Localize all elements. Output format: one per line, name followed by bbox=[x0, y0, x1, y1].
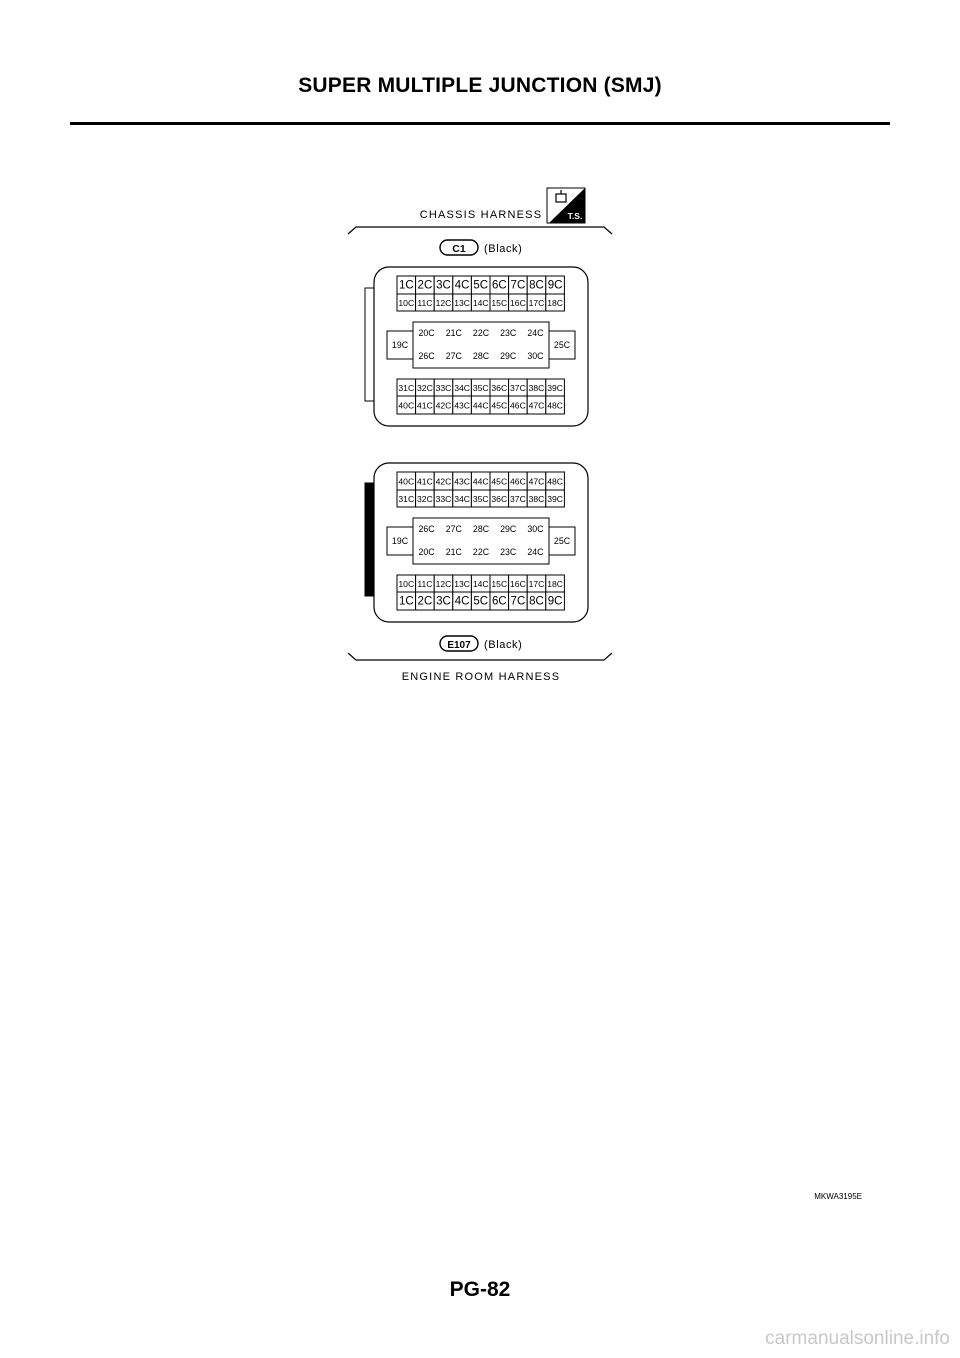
terminal-label: 13C bbox=[454, 579, 470, 589]
terminal-label: 48C bbox=[547, 400, 563, 411]
terminal-label: 19C bbox=[391, 536, 409, 546]
terminal-label: 32C bbox=[417, 383, 433, 393]
terminal-label: 12C bbox=[435, 298, 452, 308]
terminal-label: 14C bbox=[472, 298, 489, 308]
chassis-harness-label: CHASSIS HARNESS bbox=[419, 209, 543, 221]
terminal-label: 20C bbox=[418, 547, 435, 557]
terminal-label: 36C bbox=[491, 383, 508, 393]
terminal-label: 45C bbox=[491, 400, 508, 411]
ts-icon bbox=[547, 188, 585, 223]
terminal-label: 22C bbox=[472, 547, 490, 557]
c1-connector bbox=[365, 267, 588, 426]
terminal-label: 38C bbox=[528, 383, 545, 393]
terminal-label: 39C bbox=[547, 383, 563, 393]
terminal-label: 8C bbox=[529, 595, 544, 608]
terminal-label: 47C bbox=[528, 400, 545, 411]
terminal-label: 21C bbox=[445, 547, 462, 557]
terminal-label: 6C bbox=[491, 595, 507, 608]
terminal-label: 32C bbox=[417, 494, 433, 504]
terminal-label: 10C bbox=[398, 298, 415, 308]
c1-color: (Black) bbox=[484, 243, 523, 255]
terminal-label: 39C bbox=[547, 494, 563, 504]
ts-icon-label: T.S. bbox=[567, 211, 583, 221]
terminal-label: 3C bbox=[436, 595, 451, 608]
terminal-label: 33C bbox=[435, 494, 452, 504]
terminal-label: 29C bbox=[500, 524, 517, 534]
terminal-label: 11C bbox=[417, 579, 433, 589]
terminal-label: 13C bbox=[454, 298, 470, 308]
terminal-label: 15C bbox=[491, 579, 508, 589]
terminal-label: 25C bbox=[553, 536, 571, 546]
terminal-label: 33C bbox=[435, 383, 452, 393]
terminal-label: 23C bbox=[500, 547, 517, 557]
terminal-label: 28C bbox=[472, 351, 490, 361]
terminal-label: 37C bbox=[510, 494, 526, 504]
terminal-label: 46C bbox=[510, 400, 526, 411]
terminal-label: 25C bbox=[553, 340, 571, 350]
terminal-label: 6C bbox=[491, 279, 507, 292]
terminal-label: 41C bbox=[417, 400, 433, 411]
terminal-label: 18C bbox=[547, 579, 563, 589]
terminal-label: 30C bbox=[527, 524, 544, 534]
terminal-label: 46C bbox=[510, 476, 526, 487]
terminal-label: 7C bbox=[510, 595, 526, 608]
c1-id: C1 bbox=[452, 243, 466, 255]
chassis-bracket bbox=[348, 227, 612, 234]
terminal-label: 43C bbox=[454, 476, 470, 487]
terminal-label: 11C bbox=[417, 298, 433, 308]
terminal-label: 20C bbox=[418, 328, 435, 338]
terminal-label: 48C bbox=[547, 476, 563, 487]
terminal-label: 42C bbox=[435, 476, 452, 487]
terminal-label: 44C bbox=[472, 400, 489, 411]
page-number: PG-82 bbox=[449, 1278, 511, 1301]
terminal-label: 47C bbox=[528, 476, 545, 487]
e107-color: (Black) bbox=[484, 639, 523, 651]
terminal-label: 36C bbox=[491, 494, 508, 504]
terminal-label: 14C bbox=[472, 579, 489, 589]
terminal-label: 16C bbox=[510, 298, 526, 308]
terminal-label: 45C bbox=[491, 476, 508, 487]
terminal-label: 41C bbox=[417, 476, 433, 487]
terminal-label: 31C bbox=[398, 383, 415, 393]
terminal-label: 8C bbox=[529, 279, 544, 292]
terminal-label: 7C bbox=[510, 279, 526, 292]
terminal-label: 27C bbox=[445, 524, 462, 534]
terminal-label: 40C bbox=[398, 400, 415, 411]
terminal-label: 35C bbox=[472, 494, 489, 504]
terminal-label: 24C bbox=[527, 547, 544, 557]
terminal-label: 15C bbox=[491, 298, 508, 308]
terminal-label: 24C bbox=[527, 328, 544, 338]
terminal-label: 27C bbox=[445, 351, 462, 361]
terminal-label: 34C bbox=[454, 383, 470, 393]
e107-connector bbox=[365, 463, 588, 622]
terminal-label: 37C bbox=[510, 383, 526, 393]
terminal-label: 35C bbox=[472, 383, 489, 393]
e107-id: E107 bbox=[447, 640, 471, 651]
terminal-label: 40C bbox=[398, 476, 415, 487]
terminal-label: 21C bbox=[445, 328, 462, 338]
engine-room-bracket bbox=[348, 653, 612, 660]
terminal-label: 43C bbox=[454, 400, 470, 411]
terminal-label: 2C bbox=[417, 595, 433, 608]
terminal-label: 26C bbox=[418, 351, 435, 361]
terminal-label: 28C bbox=[472, 524, 490, 534]
terminal-label: 2C bbox=[417, 279, 433, 292]
terminal-label: 3C bbox=[436, 279, 451, 292]
terminal-label: 44C bbox=[472, 476, 489, 487]
terminal-label: 19C bbox=[391, 340, 409, 350]
terminal-label: 26C bbox=[418, 524, 435, 534]
page-title: SUPER MULTIPLE JUNCTION (SMJ) bbox=[298, 74, 662, 97]
terminal-label: 5C bbox=[473, 595, 489, 608]
terminal-label: 1C bbox=[398, 595, 414, 608]
terminal-label: 42C bbox=[435, 400, 452, 411]
figure-code: MKWA3195E bbox=[814, 1192, 862, 1201]
terminal-label: 12C bbox=[435, 579, 452, 589]
terminal-label: 30C bbox=[527, 351, 544, 361]
terminal-label: 4C bbox=[454, 595, 470, 608]
terminal-label: 10C bbox=[398, 579, 415, 589]
terminal-label: 29C bbox=[500, 351, 517, 361]
terminal-label: 1C bbox=[398, 279, 414, 292]
terminal-label: 38C bbox=[528, 494, 545, 504]
terminal-label: 9C bbox=[547, 279, 563, 292]
terminal-label: 23C bbox=[500, 328, 517, 338]
terminal-label: 17C bbox=[528, 298, 545, 308]
terminal-label: 31C bbox=[398, 494, 415, 504]
engine-room-harness-label: ENGINE ROOM HARNESS bbox=[401, 671, 561, 683]
terminal-label: 9C bbox=[547, 595, 563, 608]
terminal-label: 17C bbox=[528, 579, 545, 589]
terminal-label: 5C bbox=[473, 279, 489, 292]
terminal-label: 34C bbox=[454, 494, 470, 504]
terminal-label: 18C bbox=[547, 298, 563, 308]
terminal-label: 22C bbox=[472, 328, 490, 338]
watermark: carmanualsonline.info bbox=[765, 1328, 950, 1349]
terminal-label: 4C bbox=[454, 279, 470, 292]
terminal-label: 16C bbox=[510, 579, 526, 589]
